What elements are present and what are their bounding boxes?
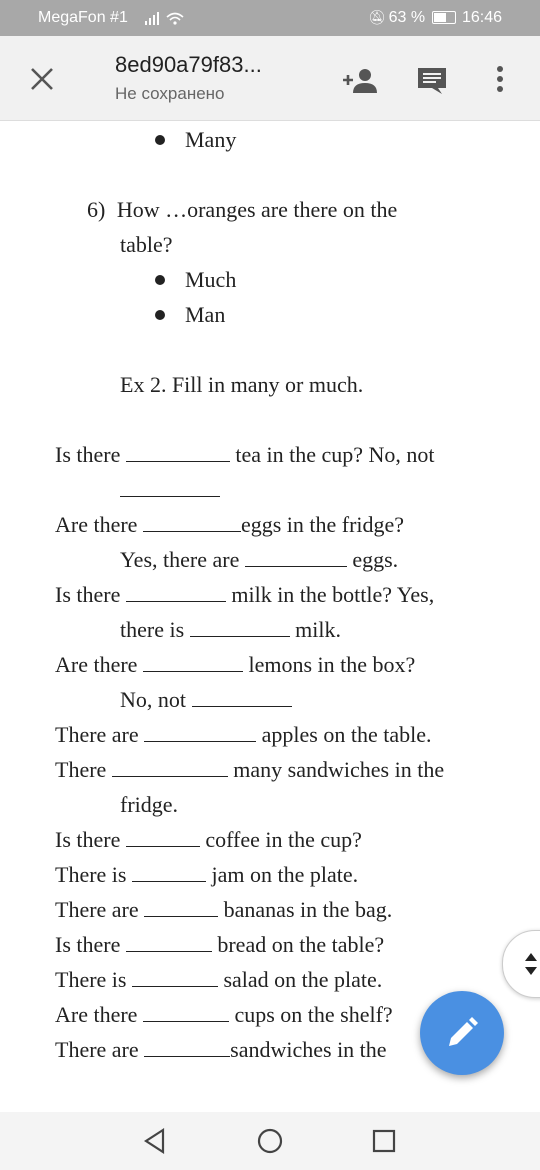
document-title: 8ed90a79f83... <box>115 52 262 77</box>
battery-percent: 63 % <box>388 9 426 26</box>
line-text: Are there <box>55 652 138 677</box>
question-6 <box>87 197 397 223</box>
line-text: milk in the bottle? Yes, <box>231 582 435 607</box>
exercise-heading: Ex 2. Fill in many or much. <box>120 372 364 397</box>
add-person-icon[interactable] <box>340 66 380 101</box>
edit-fab-button[interactable] <box>420 991 504 1075</box>
system-nav-bar <box>0 1112 540 1170</box>
line-text: There <box>55 757 107 782</box>
mute-bell-icon: 🔕︎ <box>368 9 386 25</box>
recent-square-icon[interactable] <box>372 1128 396 1154</box>
line-text: No, not <box>120 687 186 712</box>
fill-blank <box>126 583 226 602</box>
line-text: Is there <box>55 442 121 467</box>
close-icon[interactable] <box>28 58 56 98</box>
fill-blank <box>132 968 218 987</box>
line-text: There is <box>55 967 127 992</box>
line-text: There are <box>55 722 139 747</box>
list-item-text: Much <box>185 267 237 292</box>
exercise-line <box>55 827 362 853</box>
exercise-line <box>55 862 358 888</box>
bullet-dot <box>155 310 165 320</box>
fill-blank <box>143 1003 229 1022</box>
line-text: apples on the table. <box>261 722 432 747</box>
line-text: eggs. <box>352 547 399 572</box>
exercise-line <box>55 1037 387 1063</box>
exercise-line <box>55 1002 393 1028</box>
line-text: many sandwiches in the <box>233 757 445 782</box>
line-text: coffee in the cup? <box>205 827 362 852</box>
exercise-line <box>55 967 382 993</box>
carrier-label: MegaFon #1 <box>38 9 128 26</box>
list-item <box>155 267 236 293</box>
exercise-line <box>120 547 398 573</box>
question-number: 6) <box>87 197 106 222</box>
fill-blank <box>190 618 290 637</box>
battery-icon <box>432 11 456 24</box>
home-circle-icon[interactable] <box>257 1128 283 1154</box>
line-text: Are there <box>55 512 138 537</box>
exercise-line <box>55 897 392 923</box>
back-triangle-icon[interactable] <box>143 1128 167 1154</box>
save-status: Не сохранено <box>115 84 225 103</box>
exercise-line <box>55 652 415 678</box>
fill-blank <box>144 723 256 742</box>
exercise-line <box>120 617 341 643</box>
line-text: Is there <box>55 582 121 607</box>
exercise-line <box>55 932 384 958</box>
signal-wifi-icon <box>145 10 187 31</box>
bullet-dot <box>155 275 165 285</box>
fill-blank <box>192 688 292 707</box>
line-text: lemons in the box? <box>248 652 416 677</box>
line-text: tea in the cup? No, not <box>235 442 435 467</box>
fill-blank <box>132 863 206 882</box>
comment-icon[interactable] <box>416 66 448 101</box>
line-text: jam on the plate. <box>211 862 359 887</box>
pencil-icon <box>445 1016 479 1050</box>
line-text: salad on the plate. <box>223 967 383 992</box>
line-text: eggs in the fridge? <box>240 512 405 537</box>
exercise-line <box>55 442 435 468</box>
line-text: bread on the table? <box>217 932 385 957</box>
line-text: sandwiches in the <box>230 1037 387 1062</box>
fill-blank <box>112 758 228 777</box>
fill-blank <box>144 1038 230 1057</box>
fill-blank <box>126 828 200 847</box>
document-view[interactable] <box>0 121 540 1111</box>
question-text: How …oranges are there on the <box>116 197 398 222</box>
line-text: bananas in the bag. <box>223 897 393 922</box>
exercise-line <box>120 477 220 503</box>
line-text: There are <box>55 897 139 922</box>
line-text: Is there <box>55 932 121 957</box>
exercise-line <box>55 582 434 608</box>
line-text: Is there <box>55 827 121 852</box>
fill-blank <box>144 898 218 917</box>
more-vert-icon[interactable] <box>495 64 505 99</box>
exercise-line <box>120 687 292 713</box>
exercise-line <box>55 757 444 783</box>
app-bar <box>0 36 540 121</box>
fill-blank <box>120 478 220 497</box>
status-right <box>389 9 502 27</box>
exercise-line <box>55 512 404 538</box>
list-item-text: Many <box>185 127 237 152</box>
fill-blank <box>245 548 347 567</box>
line-text: There is <box>55 862 127 887</box>
fill-blank <box>143 513 241 532</box>
question-text-cont: table? <box>120 232 173 257</box>
list-item <box>155 127 236 153</box>
fill-blank <box>126 443 230 462</box>
line-text: There are <box>55 1037 139 1062</box>
fill-blank <box>126 933 212 952</box>
list-item <box>155 302 225 328</box>
line-text: Yes, there are <box>120 547 240 572</box>
line-text: cups on the shelf? <box>234 1002 393 1027</box>
line-text: there is <box>120 617 185 642</box>
bullet-dot <box>155 135 165 145</box>
expand-arrows-icon <box>523 953 539 975</box>
clock: 16:46 <box>461 9 502 26</box>
exercise-line <box>55 722 432 748</box>
status-bar <box>0 0 540 36</box>
list-item-text: Man <box>185 302 226 327</box>
line-text: milk. <box>295 617 341 642</box>
fill-blank <box>143 653 243 672</box>
exercise-line: fridge. <box>120 792 179 817</box>
line-text: Are there <box>55 1002 138 1027</box>
